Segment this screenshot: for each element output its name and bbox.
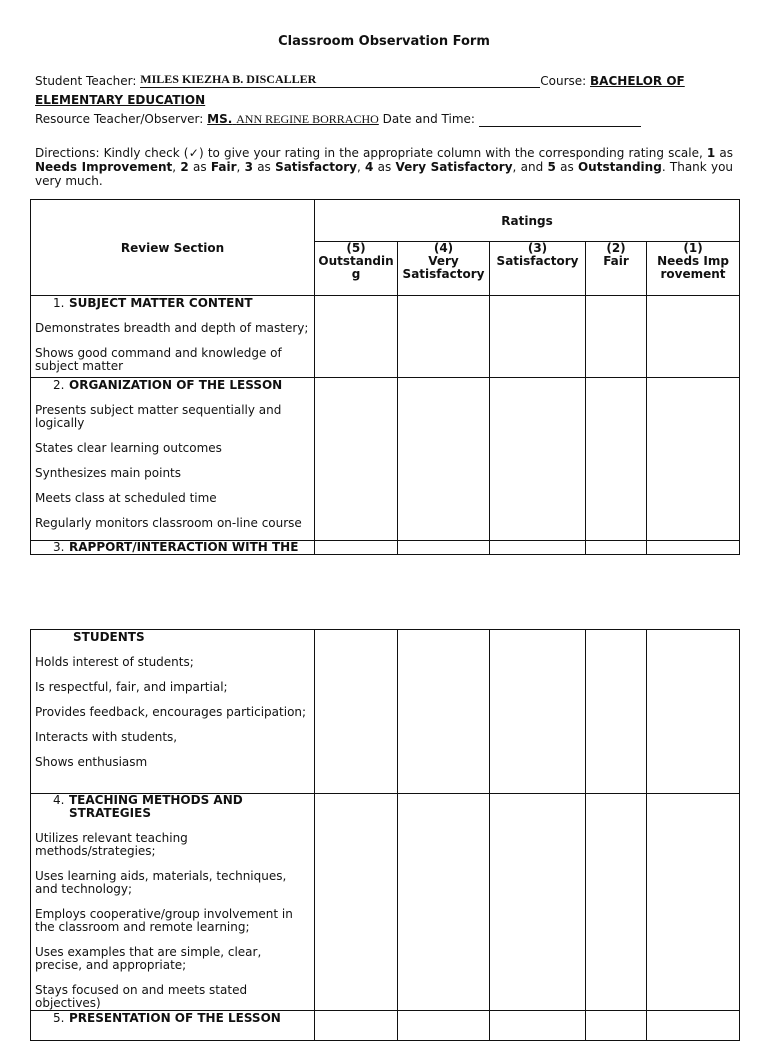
rating-cell[interactable]: [315, 1011, 398, 1041]
list-item: Demonstrates breadth and depth of mastery;: [35, 321, 309, 335]
observer-field[interactable]: [207, 112, 379, 126]
list-item: Utilizes relevant teaching methods/strategies;: [35, 831, 188, 858]
list-item: Holds interest of students;: [35, 655, 194, 669]
datetime-label: Date and Time:: [382, 112, 475, 126]
rating-cell[interactable]: [490, 630, 586, 794]
and-text: , and: [512, 160, 544, 174]
scale-1-number: 1: [706, 146, 716, 160]
rating-cell[interactable]: [398, 296, 490, 378]
course-label: Course:: [540, 74, 587, 88]
section-2-cell: [31, 378, 315, 541]
rating-cell[interactable]: [398, 378, 490, 541]
list-item: Uses learning aids, materials, techniques, and technology;: [35, 869, 287, 896]
rating-cell[interactable]: [490, 541, 586, 555]
scale-3-number: 3: [244, 160, 253, 174]
section-3-cont-cell: [31, 630, 315, 794]
rating-cell[interactable]: [647, 794, 740, 1011]
student-teacher-label: Student Teacher:: [35, 74, 137, 88]
rating-cell[interactable]: [586, 794, 647, 1011]
scale-1-label: Needs Improvement: [35, 160, 173, 174]
as-text: as: [719, 146, 733, 160]
list-item: Is respectful, fair, and impartial;: [35, 680, 228, 694]
rating-cell[interactable]: [647, 541, 740, 555]
course-value-line2: ELEMENTARY EDUCATION: [35, 93, 206, 107]
directions: Directions: Kindly check (✓) to give your rating in the appropriate column with the corresponding rating scale, 1 as Needs Improvement, 2 as Fair, 3 as Satisfactory, 4 as Very Satisfactory, and 5 as Outstanding. Thank you very much.: [35, 146, 734, 188]
section-title: 2. ORGANIZATION OF THE LESSON: [53, 378, 283, 392]
rating-cell[interactable]: [647, 630, 740, 794]
list-item: Stays focused on and meets stated objectives): [35, 983, 248, 1010]
directions-intro: Directions: Kindly check (✓) to give your rating in the appropriate column with the corresponding rating scale,: [35, 146, 703, 160]
col-header-1: (1) Needs Improvement: [647, 242, 740, 296]
scale-2-label: Fair: [210, 160, 237, 174]
as-text: as: [257, 160, 271, 174]
rating-cell[interactable]: [647, 296, 740, 378]
scale-2-number: 2: [180, 160, 189, 174]
rating-cell[interactable]: [586, 541, 647, 555]
list-item: Shows enthusiasm: [35, 755, 148, 769]
rating-cell[interactable]: [586, 296, 647, 378]
ratings-header: Ratings: [315, 200, 740, 242]
scale-5-label: Outstanding: [577, 160, 662, 174]
col-header-2: (2) Fair: [586, 242, 647, 296]
as-text: as: [377, 160, 392, 174]
rating-cell[interactable]: [398, 1011, 490, 1041]
section-title-cont: STUDENTS: [73, 630, 145, 644]
rating-cell[interactable]: [647, 378, 740, 541]
list-item: Shows good command and knowledge of subject matter: [35, 346, 282, 373]
rating-cell[interactable]: [315, 378, 398, 541]
rating-cell[interactable]: [398, 794, 490, 1011]
list-item: Uses examples that are simple, clear, precise, and appropriate;: [35, 945, 262, 972]
observer-label: Resource Teacher/Observer:: [35, 112, 204, 126]
rating-cell[interactable]: [315, 296, 398, 378]
col-header-4: (4) Very Satisfactory: [398, 242, 490, 296]
scale-5-number: 5: [547, 160, 556, 174]
observer-value: ANN REGINE BORRACHO: [236, 112, 379, 126]
section-row: [31, 296, 740, 378]
list-item: Meets class at scheduled time: [35, 491, 217, 505]
scale-4-number: 4: [365, 160, 374, 174]
section-row: [31, 541, 740, 555]
scale-4-label: Very Satisfactory: [395, 160, 513, 174]
rating-cell[interactable]: [586, 630, 647, 794]
section-1-cell: [31, 296, 315, 378]
form-title: Classroom Observation Form: [278, 34, 490, 49]
student-teacher-row: [35, 72, 685, 88]
rating-cell[interactable]: [490, 378, 586, 541]
as-text: as: [192, 160, 207, 174]
list-item: Synthesizes main points: [35, 466, 182, 480]
section-title: 4. TEACHING METHODS AND STRATEGIES: [53, 793, 243, 820]
student-teacher-value: MILES KIEZHA B. DISCALLER: [140, 72, 317, 86]
section-row: [31, 1011, 740, 1041]
rating-cell[interactable]: [315, 630, 398, 794]
datetime-field[interactable]: [479, 113, 641, 127]
list-item: Provides feedback, encourages participation;: [35, 705, 307, 719]
rating-cell[interactable]: [490, 1011, 586, 1041]
student-teacher-field[interactable]: [140, 72, 540, 88]
section-title: 3. RAPPORT/INTERACTION WITH THE: [53, 540, 299, 554]
rating-cell[interactable]: [398, 630, 490, 794]
rating-table-part2: [30, 629, 740, 1041]
rating-cell[interactable]: [315, 541, 398, 555]
review-section-header: Review Section: [31, 200, 315, 296]
rating-cell[interactable]: [315, 794, 398, 1011]
observer-row: [35, 112, 641, 127]
col-header-3: (3) Satisfactory: [490, 242, 586, 296]
rating-cell[interactable]: [490, 794, 586, 1011]
as-text: as: [560, 160, 574, 174]
rating-cell[interactable]: [586, 378, 647, 541]
scale-3-label: Satisfactory: [275, 160, 357, 174]
section-row: [31, 378, 740, 541]
list-item: States clear learning outcomes: [35, 441, 222, 455]
col-header-5: (5) Outstanding: [315, 242, 398, 296]
section-title: 1. SUBJECT MATTER CONTENT: [53, 296, 253, 310]
list-item: Presents subject matter sequentially and logically: [35, 403, 282, 430]
rating-table-part1: [30, 199, 740, 555]
section-3-cell: [31, 541, 315, 555]
section-title: 5. PRESENTATION OF THE LESSON: [53, 1011, 281, 1025]
list-item: Employs cooperative/group involvement in the classroom and remote learning;: [35, 907, 293, 934]
section-4-cell: [31, 794, 315, 1011]
list-item: Interacts with students,: [35, 730, 178, 744]
directions-end: . Thank you very much.: [35, 160, 734, 188]
rating-cell[interactable]: [647, 1011, 740, 1041]
rating-cell[interactable]: [586, 1011, 647, 1041]
section-row: [31, 630, 740, 794]
rating-cell[interactable]: [490, 296, 586, 378]
observer-prefix: MS.: [207, 112, 233, 126]
section-row: [31, 794, 740, 1011]
section-5-cell: [31, 1011, 315, 1041]
list-item: Regularly monitors classroom on-line course: [35, 516, 302, 530]
rating-cell[interactable]: [398, 541, 490, 555]
course-value-line1: BACHELOR OF: [590, 74, 685, 88]
